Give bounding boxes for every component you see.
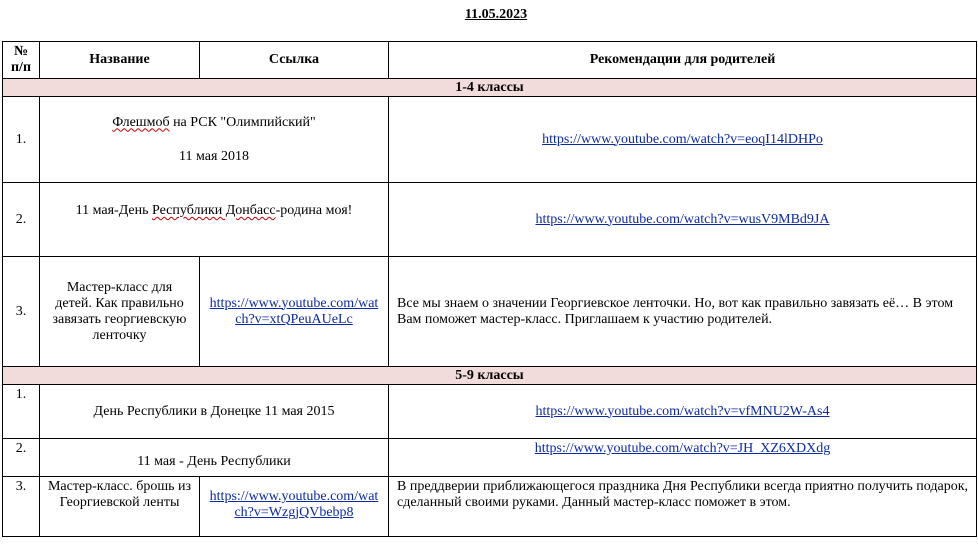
- row-title-part: Республики Донбасс: [152, 203, 276, 218]
- row-number: 2.: [3, 439, 40, 477]
- video-table: [2, 41, 977, 537]
- row-title: [40, 183, 389, 257]
- row-number: 1.: [3, 385, 40, 439]
- video-link[interactable]: https://www.youtube.com/watch?v=vfMNU2W-As4: [535, 403, 830, 419]
- header-name: Название: [40, 42, 200, 79]
- row-number: 3.: [3, 257, 40, 367]
- section-title: 5-9 классы: [3, 367, 977, 385]
- video-link[interactable]: https://www.youtube.com/watch?v=wusV9MBd9JA: [535, 211, 830, 227]
- section-row: [3, 367, 977, 385]
- row-link-cell: [200, 257, 389, 367]
- row-link-cell: [389, 183, 977, 257]
- row-link-cell: [389, 97, 977, 183]
- table-header-row: [3, 42, 977, 79]
- video-link[interactable]: https://www.youtube.com/watch?v=JH_XZ6XDXdg: [534, 441, 831, 456]
- row-link-cell: [389, 439, 977, 477]
- video-link[interactable]: https://www.youtube.com/watch?v=xtQPeuAUeLc: [209, 295, 379, 327]
- row-title: Мастер-класс для детей. Как правильно завязать георгиевскую ленточку: [40, 257, 200, 367]
- row-title: 11 мая - День Республики: [40, 439, 389, 477]
- header-recommend: Рекомендации для родителей: [389, 42, 977, 79]
- row-link-cell: [389, 385, 977, 439]
- video-link[interactable]: https://www.youtube.com/watch?v=WzgjQVbebp8: [209, 489, 379, 520]
- document-date: 11.05.2023: [464, 7, 528, 22]
- table-row: [3, 477, 977, 537]
- row-title: День Республики в Донецке 11 мая 2015: [40, 385, 389, 439]
- row-recommendation: В преддверии приближающегося праздника Дня Республики всегда приятно получить подарок, сделанный своими руками. Данный мастер-класс поможет в этом.: [389, 477, 977, 537]
- header-link: Ссылка: [200, 42, 389, 79]
- row-title: Мастер-класс. брошь из Георгиевской ленты: [40, 477, 200, 537]
- table-row: [3, 385, 977, 439]
- table-row: [3, 439, 977, 477]
- video-link[interactable]: https://www.youtube.com/watch?v=eoqI14lDHPo: [542, 131, 823, 147]
- section-title: 1-4 классы: [3, 79, 977, 97]
- section-row: [3, 79, 977, 97]
- row-number: 3.: [3, 477, 40, 537]
- row-title: [40, 97, 389, 183]
- table-row: [3, 97, 977, 183]
- row-number: 1.: [3, 97, 40, 183]
- table-row: [3, 183, 977, 257]
- row-link-cell: [200, 477, 389, 537]
- row-title-line2: 11 мая 2018: [179, 148, 249, 164]
- table-row: [3, 257, 977, 367]
- row-number: 2.: [3, 183, 40, 257]
- row-recommendation: Все мы знаем о значении Георгиевское ленточки. Но, вот как правильно завязать её… В этом Вам поможет мастер-класс. Приглашаем к участию родителей.: [389, 257, 977, 367]
- row-title-part: -родина моя!: [275, 203, 353, 218]
- row-title-part: 11 мая-День: [75, 203, 153, 218]
- row-title-part: Флешмоб: [112, 114, 170, 130]
- header-num: № п/п: [3, 42, 40, 79]
- row-title-part: на РСК "Олимпийский": [169, 114, 316, 130]
